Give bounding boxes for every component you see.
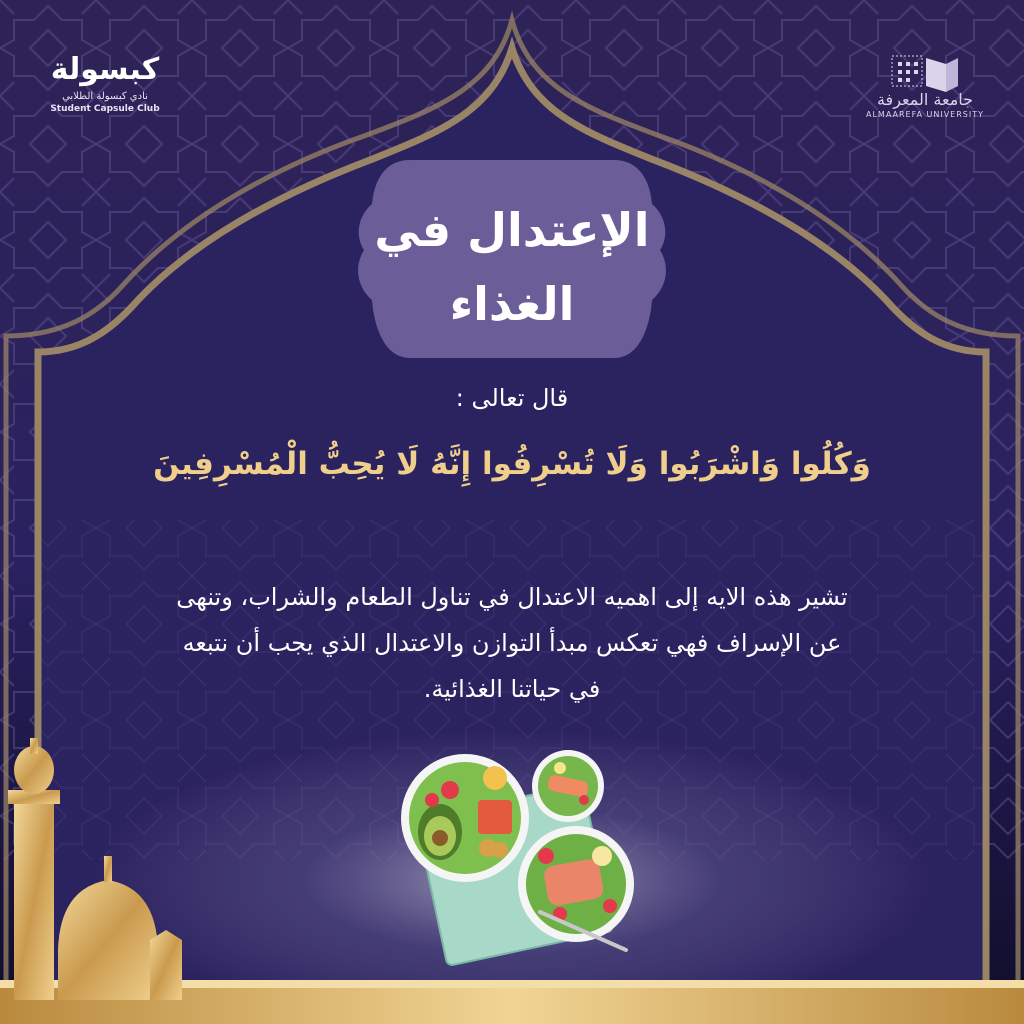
body-line-1: تشير هذه الايه إلى اهميه الاعتدال في تناول الطعام والشراب، وتنهى [176, 583, 848, 611]
university-name-en: ALMAAREFA UNIVERSITY [866, 110, 984, 119]
body-line-2: عن الإسراف فهي تعكس مبدأ التوازن والاعتدال الذي يجب أن نتبعه [182, 629, 842, 657]
page-title-line-2: الغذاء [449, 277, 575, 331]
capsule-club-mark: كبسولة [50, 52, 160, 87]
verse-intro: قال تعالى : [455, 384, 569, 412]
salad-bowl-large [401, 754, 529, 882]
capsule-club-subtitle-en: Student Capsule Club [50, 104, 160, 114]
capsule-club-logo [40, 50, 170, 115]
university-name-ar: جامعة المعرفة [876, 90, 974, 109]
body-line-3: في حياتنا الغذائية. [423, 675, 601, 703]
university-logo [860, 50, 990, 120]
capsule-club-subtitle-ar: نادي كبسولة الطلابي [62, 91, 148, 102]
salmon-bowl-small [532, 750, 604, 822]
quran-verse: وَكُلُوا وَاشْرَبُوا وَلَا تُسْرِفُوا إِنَّهُ لَا يُحِبُّ الْمُسْرِفِينَ [153, 446, 871, 482]
body-paragraph [90, 574, 934, 712]
page-title-line-1: الإعتدال في [374, 203, 650, 257]
